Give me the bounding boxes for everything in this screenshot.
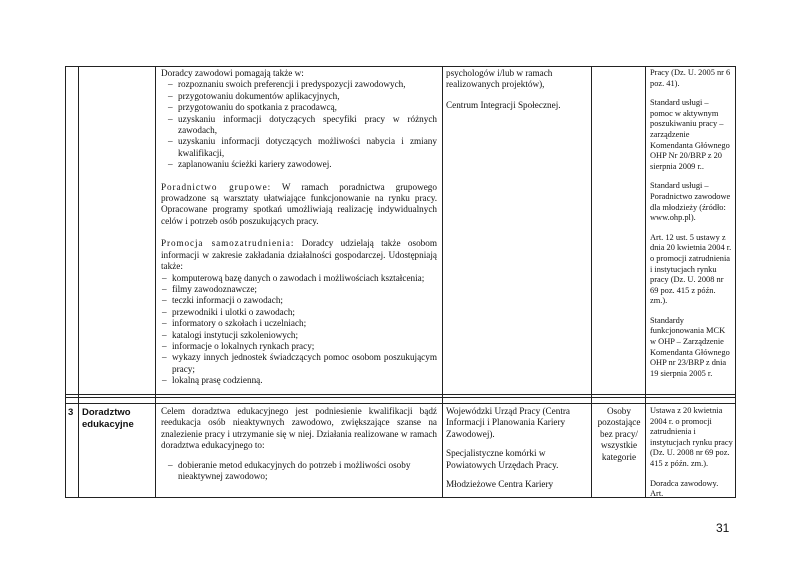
row2-description (161, 406, 437, 482)
col-divider-target (645, 66, 646, 498)
legal-item: Ustawa z 20 kwietnia 2004 r. o promocji zatrudnienia i instytucjach rynku pracy (Dz. U. 2008 nr 69 poz. 415 z późn. zm.). (650, 406, 733, 468)
legal-item: Standardy funkcjonowania MCK w OHP – Zarządzenie Komendanta Głównego OHP nr 23/BRP z dnia 19 sierpnia 2005 r. (650, 315, 730, 378)
list-item: – dobieranie metod edukacyjnych do potrzeb i możliwości osoby nieaktywnej zawodowo; (167, 460, 437, 483)
list-item: – informatory o szkołach i uczelniach; (161, 318, 437, 329)
row2-legal-basis (650, 406, 733, 500)
col-divider-title (155, 66, 156, 498)
row2-target-group: Osoby pozostające bez pracy/ wszystkie kategorie (597, 406, 641, 462)
row1-help-list (167, 79, 437, 170)
table-border-bottom (65, 497, 736, 498)
self-employment-text: Doradcy udzielają także osobom informacji w zakresie zakładania działalności gospodarczej. Udostępniają także: (161, 238, 438, 272)
row2-institutions (446, 406, 589, 490)
row2-desc-text: Celem doradztwa edukacyjnego jest podniesienie kwalifikacji bądź reedukacja osób nieaktywnych zawodowo, zwiększające szanse na znalezienie pracy i utrzymanie się w niej. Działania realizowane w ramach doradztwa edukacyjnego to: (161, 406, 437, 451)
table-border-left (65, 66, 66, 498)
self-employment-heading: Promocja samozatrudnienia: (161, 238, 295, 249)
list-item: – zaplanowaniu ścieżki kariery zawodowej. (167, 159, 437, 170)
list-item: – wykazy innych jednostek świadczących pomoc osobom poszukującym pracy; (161, 352, 437, 375)
row1-inst-text2: Centrum Integracji Społecznej. (446, 99, 561, 110)
row1-legal-basis (650, 68, 733, 379)
legal-item: Standard usługi – Poradnictwo zawodowe dla młodzieży (źródło: www.ohp.pl). (650, 181, 731, 223)
list-item: – przewodniki i ulotki o zawodach; (161, 307, 437, 318)
self-employment-paragraph (161, 238, 437, 272)
row2-title: Doradztwo edukacyjne (82, 407, 134, 430)
row2-number: 3 (68, 407, 74, 418)
row1-description (161, 68, 437, 387)
col-divider-inst (591, 66, 592, 498)
legal-item: Doradca zawodowy. Art. (650, 478, 719, 499)
legal-item: Pracy (Dz. U. 2005 nr 6 poz. 41). (650, 68, 731, 88)
row-divider-2 (65, 403, 736, 404)
row1-institutions (446, 68, 587, 111)
row2-inst-item: Młodzieżowe Centra Kariery (446, 479, 554, 490)
row-divider-1a (65, 394, 736, 395)
group-counselling-paragraph (161, 182, 437, 228)
legal-item: Standard usługi – pomoc w aktywnym poszukiwaniu pracy – zarządzenie Komendanta Głównego OHP Nr 20/BRP z 20 sierpnia 2009 r.. (650, 98, 730, 171)
list-item: – uzyskaniu informacji dotyczących możliwości nabycia i zmiany kwalifikacji, (167, 136, 437, 159)
row2-inst-item: Specjalistyczne komórki w Powiatowych Urzędach Pracy. (446, 448, 559, 470)
table-border-top (65, 66, 736, 67)
row2-inst-item: Wojewódzki Urząd Pracy (Centra Informacji i Planowania Kariery Zawodowej). (446, 406, 571, 439)
legal-item: Art. 12 ust. 5 ustawy z dnia 20 kwietnia 2004 r. o promocji zatrudnienia i instytucjach rynku pracy (Dz. U. 2008 nr 69 poz. 415 z późn. zm.). (650, 232, 732, 306)
group-counselling-heading: Poradnictwo grupowe: (161, 181, 272, 192)
list-item: – teczki informacji o zawodach; (161, 295, 437, 306)
col-divider-number (78, 66, 79, 498)
list-item: – katalogi instytucji szkoleniowych; (161, 330, 437, 341)
list-item: – komputerową bazę danych o zawodach i możliwościach kształcenia; (161, 273, 437, 284)
group-counselling-text: W ramach poradnictwa grupowego prowadzone są warsztaty ułatwiające funkcjonowanie na rynku pracy. Opracowane programy spotkań umożliwiają realizację indywidualnych celów i potrzeb osób poszukujących pracy. (161, 181, 437, 226)
list-item: – filmy zawodoznawcze; (161, 284, 437, 295)
table-border-right (735, 66, 736, 498)
col-divider-desc (442, 66, 443, 498)
list-item: – uzyskaniu informacji dotyczących specyfiki pracy w różnych zawodach, (167, 114, 437, 137)
page-number: 31 (716, 521, 730, 535)
row1-intro: Doradcy zawodowi pomagają także w: (161, 68, 304, 78)
list-item: – przygotowaniu dokumentów aplikacyjnych, (167, 91, 437, 102)
list-item: – przygotowaniu do spotkania z pracodawcą, (167, 102, 437, 113)
list-item: – informacje o lokalnych rynkach pracy; (161, 341, 437, 352)
list-item: – rozpoznaniu swoich preferencji i predyspozycji zawodowych, (167, 79, 437, 90)
list-item: – lokalną prasę codzienną. (161, 375, 437, 386)
row2-desc-list (167, 460, 437, 483)
row1-inst-text1: psychologów i/lub w ramach realizowanych projektów), (446, 68, 553, 90)
row-divider-1b (65, 397, 736, 398)
self-employment-list (161, 273, 437, 387)
